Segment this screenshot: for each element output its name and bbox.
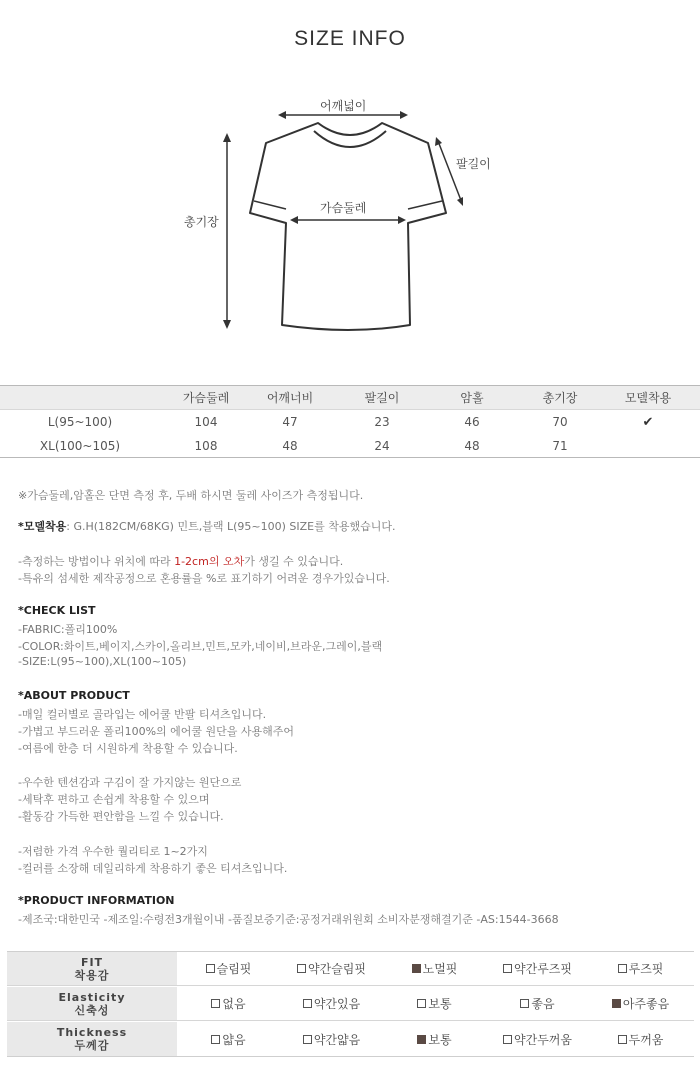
fit-option xyxy=(486,952,589,985)
thickness-option xyxy=(177,1022,280,1056)
thickness-option-label: 약간두꺼움 xyxy=(514,1032,572,1047)
product-information-line: -제조국:대한민국 -제조일:수령전3개월이내 -품질보증기준:공정거래위원회 소비자분쟁해결기준 -AS:1544-3668 xyxy=(18,913,559,926)
header-sleeve: 팔길이 xyxy=(364,391,400,405)
chest-label: 가슴둘레 xyxy=(320,201,367,215)
checked-box-icon xyxy=(612,999,621,1008)
product-information-title: *PRODUCT INFORMATION xyxy=(18,894,175,907)
row-shoulder: 47 xyxy=(282,415,298,429)
sleeve-label: 팔길이 xyxy=(456,157,491,171)
page-title: SIZE INFO xyxy=(294,27,406,50)
header-size xyxy=(0,386,160,409)
row-size: XL(100~105) xyxy=(39,438,121,453)
fit-option-label: 루즈핏 xyxy=(628,962,664,976)
about-line: -가볍고 부드러운 폴리100%의 에어쿨 원단을 사용해주어 xyxy=(18,725,295,738)
thickness-option xyxy=(280,1022,383,1056)
checkbox-icon xyxy=(211,999,220,1008)
row-chest: 104 xyxy=(194,415,218,429)
fit-option xyxy=(383,952,486,985)
fit-label-en: FIT xyxy=(80,955,104,969)
thickness-option xyxy=(486,1022,589,1056)
about-line: -활동감 가득한 편안함을 느낄 수 있습니다. xyxy=(18,810,224,823)
about-line: -저렴한 가격 우수한 퀄리티로 1~2가지 xyxy=(18,845,208,858)
elasticity-option xyxy=(486,987,589,1020)
checkbox-icon xyxy=(618,964,627,973)
thickness-label-en: Thickness xyxy=(56,1026,128,1039)
checkbox-icon xyxy=(618,1035,627,1044)
fit-option-label: 노멀핏 xyxy=(422,962,458,976)
checked-box-icon xyxy=(412,964,421,973)
elasticity-row-label xyxy=(7,987,177,1020)
checkbox-icon xyxy=(303,1035,312,1044)
error-highlight: 1-2cm의 오차 xyxy=(174,555,245,568)
about-line: -우수한 텐션감과 구김이 잘 가지않는 원단으로 xyxy=(18,776,242,789)
length-label: 총기장 xyxy=(184,215,219,229)
size-line: -SIZE:L(95~100),XL(100~105) xyxy=(18,655,187,668)
elasticity-label-ko: 신축성 xyxy=(74,1003,110,1017)
fit-option xyxy=(589,952,692,985)
checkbox-icon xyxy=(303,999,312,1008)
checked-box-icon xyxy=(417,1035,426,1044)
row-size: L(95~100) xyxy=(47,415,113,429)
elasticity-option xyxy=(589,987,692,1020)
thickness-option-label: 보통 xyxy=(428,1032,452,1047)
checkbox-icon xyxy=(211,1035,220,1044)
shoulder-label: 어깨넓이 xyxy=(320,99,367,113)
row-shoulder: 48 xyxy=(282,438,298,453)
checkbox-icon xyxy=(503,1035,512,1044)
about-line: -세탁후 편하고 손쉽게 착용할 수 있으며 xyxy=(18,793,210,806)
elasticity-option xyxy=(383,987,486,1020)
elasticity-option-label: 없음 xyxy=(222,997,246,1011)
size-table-header xyxy=(0,385,700,410)
thickness-option xyxy=(383,1022,486,1056)
thickness-row xyxy=(7,1022,694,1056)
row-length: 71 xyxy=(552,438,568,453)
header-model: 모델착용 xyxy=(624,391,672,405)
tshirt-measurement-diagram xyxy=(170,85,530,345)
color-line: -COLOR:화이트,베이지,스카이,올리브,민트,모카,네이비,브라운,그레이,블랙 xyxy=(18,640,383,653)
error-post: 가 생길 수 있습니다. xyxy=(244,555,344,568)
check-list-title: *CHECK LIST xyxy=(18,604,96,617)
fabric-line: -FABRIC:폴리100% xyxy=(18,623,118,636)
elasticity-option-label: 아주좋음 xyxy=(622,997,670,1011)
checkbox-icon xyxy=(297,964,306,973)
error-note xyxy=(18,553,343,569)
row-armhole: 46 xyxy=(464,415,480,429)
elasticity-label-en: Elasticity xyxy=(58,990,126,1004)
elasticity-option-label: 보통 xyxy=(428,997,452,1011)
thickness-option xyxy=(589,1022,692,1056)
header-chest: 가슴둘레 xyxy=(182,391,230,405)
thickness-row-label xyxy=(7,1022,177,1056)
fit-option xyxy=(280,952,383,985)
row-chest: 108 xyxy=(194,438,218,453)
material-note: -특유의 섬세한 제작공정으로 혼용률을 %로 표기하기 어려운 경우가있습니다. xyxy=(18,572,390,585)
measure-note: ※가슴둘레,암홀은 단면 측정 후, 두배 하시면 둘레 사이즈가 측정됩니다. xyxy=(18,489,364,502)
fit-option xyxy=(177,952,280,985)
error-pre: -측정하는 방법이나 위치에 따라 xyxy=(18,555,175,568)
row-sleeve: 23 xyxy=(374,415,390,429)
checkbox-icon xyxy=(206,964,215,973)
checkbox-icon xyxy=(520,999,529,1008)
table-row xyxy=(0,410,700,434)
header-shoulder: 어깨너비 xyxy=(266,391,314,405)
thickness-option-label: 얇음 xyxy=(222,1032,246,1047)
fit-option-label: 약간슬림핏 xyxy=(308,962,366,976)
header-armhole: 암홀 xyxy=(460,391,484,405)
elasticity-option xyxy=(177,987,280,1020)
size-table xyxy=(0,385,700,458)
model-label: *모델착용 xyxy=(18,520,67,533)
row-model xyxy=(606,434,690,457)
fit-option-label: 약간루즈핏 xyxy=(514,962,572,976)
elasticity-row xyxy=(7,987,694,1021)
thickness-label-ko: 두께감 xyxy=(74,1039,110,1052)
row-armhole: 48 xyxy=(464,438,480,453)
table-row xyxy=(0,434,700,458)
elasticity-option-label: 약간있음 xyxy=(313,997,361,1011)
elasticity-option-label: 좋음 xyxy=(531,997,555,1011)
model-text: : G.H(182CM/68KG) 민트,블랙 L(95~100) SIZE를 착용했습니다. xyxy=(66,520,396,533)
row-length: 70 xyxy=(552,415,568,429)
fit-label-ko: 착용감 xyxy=(74,968,110,982)
model-note xyxy=(18,518,395,534)
checkbox-icon xyxy=(417,999,426,1008)
about-line: -매일 컬러별로 골라입는 에어쿨 반팔 티셔츠입니다. xyxy=(18,708,267,721)
fit-row xyxy=(7,952,694,986)
about-line: -여름에 한층 더 시원하게 착용할 수 있습니다. xyxy=(18,742,238,755)
fit-option-label: 슬림핏 xyxy=(216,962,252,976)
thickness-option-label: 약간얇음 xyxy=(313,1032,361,1047)
fit-table xyxy=(7,951,694,1057)
about-line: -컬러를 소장해 데일리하게 착용하기 좋은 티셔츠입니다. xyxy=(18,862,288,875)
checkmark-icon: ✔ xyxy=(642,414,654,430)
fit-row-label xyxy=(7,952,177,985)
row-sleeve: 24 xyxy=(374,438,390,453)
thickness-option-label: 두꺼움 xyxy=(628,1032,664,1047)
about-product-title: *ABOUT PRODUCT xyxy=(18,689,130,702)
checkbox-icon xyxy=(503,964,512,973)
elasticity-option xyxy=(280,987,383,1020)
header-length: 총기장 xyxy=(542,391,578,405)
